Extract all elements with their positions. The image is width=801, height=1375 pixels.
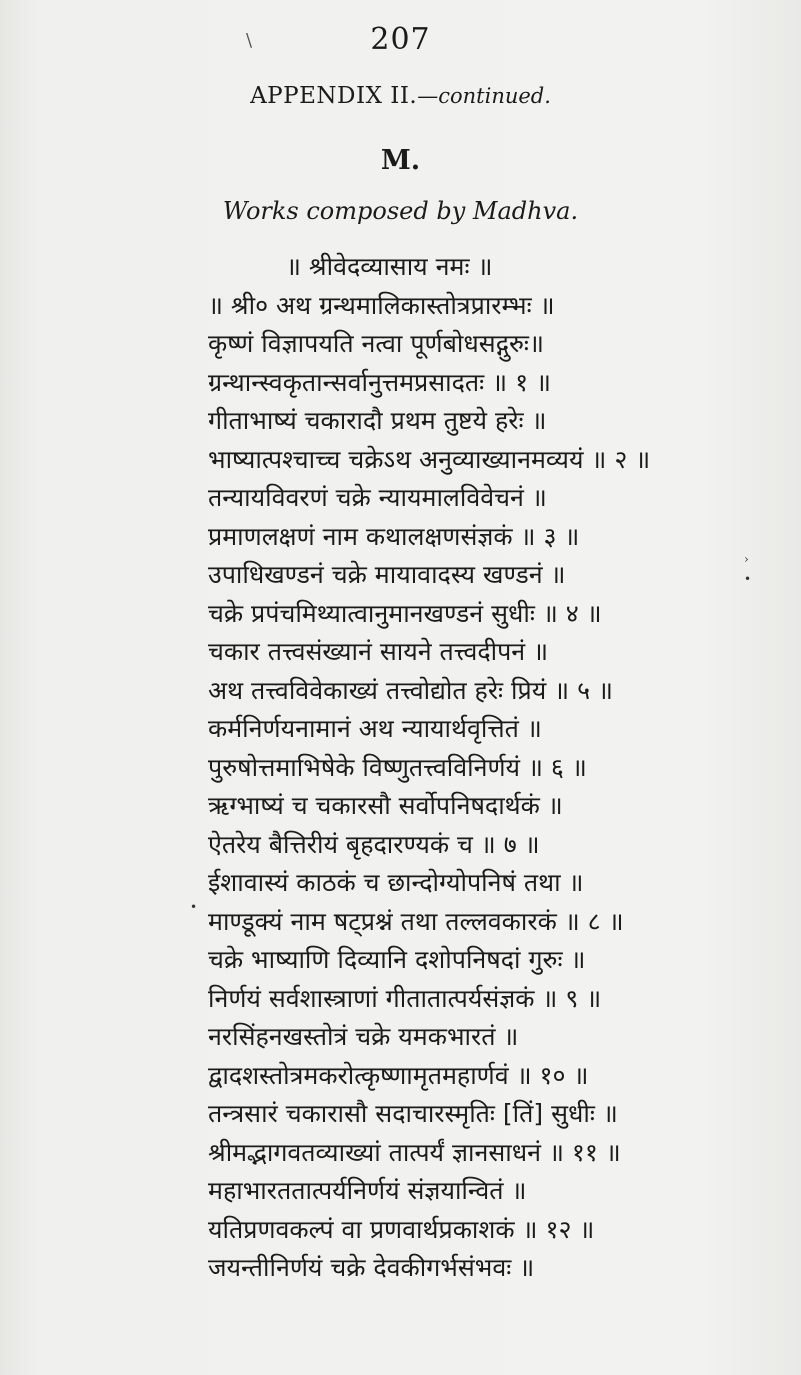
running-head xyxy=(0,83,801,109)
running-head-continued: —continued. xyxy=(417,84,551,108)
verse-line: अथ तत्त्वविवेकाख्यं तत्त्वोद्योत हरेः प्रियं ॥ ५ ॥ xyxy=(208,675,614,705)
verse-line: प्रमाणलक्षणं नाम कथालक्षणसंज्ञकं ॥ ३ ॥ xyxy=(208,521,580,551)
verse-line: नरसिंहनखस्तोत्रं चक्रे यमकभारतं ॥ xyxy=(208,1022,519,1051)
verse-line: भाष्यात्पश्चाच्च चक्रेऽथ अनुव्याख्यानमव्ययं ॥ २ ॥ xyxy=(208,444,651,474)
verse-line: उपाधिखण्डनं चक्रे मायावादस्य खण्डनं ॥ xyxy=(208,560,566,589)
verse-line: पुरुषोत्तमाभिषेके विष्णुतत्त्वविनिर्णयं ॥ ६ ॥ xyxy=(208,752,587,782)
verse-line: चकार तत्त्वसंख्यानं सायने तत्त्वदीपनं ॥ xyxy=(208,637,549,666)
verse-line: गीताभाष्यं चकारादौ प्रथम तुष्टये हरेः ॥ xyxy=(208,406,547,435)
verse-line: ॥ श्री० अथ ग्रन्थमालिकास्तोत्रप्रारम्भः ॥ xyxy=(208,290,555,320)
verse-line: ग्रन्थान्स्वकृतान्सर्वानुत्तमप्रसादतः ॥ १ ॥ xyxy=(208,367,552,397)
verse-line: ऐतरेय बैत्तिरीयं बृहदारण्यकं च ॥ ७ ॥ xyxy=(208,829,540,859)
margin-mark: › xyxy=(744,552,749,566)
verse-line: कृष्णं विज्ञापयति नत्वा पूर्णबोधसद्गुरुः॥ xyxy=(208,329,544,358)
verse-line: द्वादशस्तोत्रमकरोत्कृष्णामृतमहार्णवं ॥ १० ॥ xyxy=(208,1060,589,1090)
verse-line: जयन्तीनिर्णयं चक्रे देवकीगर्भसंभवः ॥ xyxy=(208,1253,535,1282)
verse-line: निर्णयं सर्वशास्त्राणां गीतातात्पर्यसंज्ञकं ॥ ९ ॥ xyxy=(208,983,602,1013)
verse-line: तन्त्रसारं चकारासौ सदाचारस्मृतिः [तिं] सुधीः ॥ xyxy=(208,1099,618,1128)
margin-mark: • xyxy=(190,900,198,914)
verse-line: चक्रे भाष्याणि दिव्यानि दशोपनिषदां गुरुः ॥ xyxy=(208,945,586,974)
verse-line: माण्डूक्यं नाम षट्प्रश्नं तथा तल्लवकारकं ॥ ८ ॥ xyxy=(208,906,624,936)
verse-line: चक्रे प्रपंचमिथ्यात्वानुमानखण्डनं सुधीः ॥ ४ ॥ xyxy=(208,598,602,628)
verse-line: कर्मनिर्णयनामानं अथ न्यायार्थवृत्तितं ॥ xyxy=(208,714,542,743)
margin-mark: • xyxy=(744,572,752,586)
section-title: Works composed by Madhva. xyxy=(222,197,579,225)
section-letter: M. xyxy=(380,145,421,176)
verse-line: ईशावास्यं काठकं च छान्दोग्योपनिषं तथा ॥ xyxy=(208,868,584,897)
verse-line: ॥ श्रीवेदव्यासाय नमः ॥ xyxy=(286,252,493,281)
verse-line: श्रीमद्भागवतव्याख्यां तात्पर्यं ज्ञानसाधनं ॥ ११ ॥ xyxy=(208,1137,621,1167)
page-number: 207 xyxy=(370,22,431,57)
running-head-title: APPENDIX II. xyxy=(250,83,418,109)
tick-mark: \ xyxy=(246,30,253,51)
verse-block xyxy=(208,248,778,1288)
verse-line: तन्यायविवरणं चक्रे न्यायमालविवेचनं ॥ xyxy=(208,483,547,512)
verse-line: यतिप्रणवकल्पं वा प्रणवार्थप्रकाशकं ॥ १२ ॥ xyxy=(208,1214,595,1244)
verse-line: ऋग्भाष्यं च चकारसौ सर्वोपनिषदार्थकं ॥ xyxy=(208,791,563,820)
verse-line: महाभारततात्पर्यनिर्णयं संज्ञयान्वितं ॥ xyxy=(208,1176,527,1205)
